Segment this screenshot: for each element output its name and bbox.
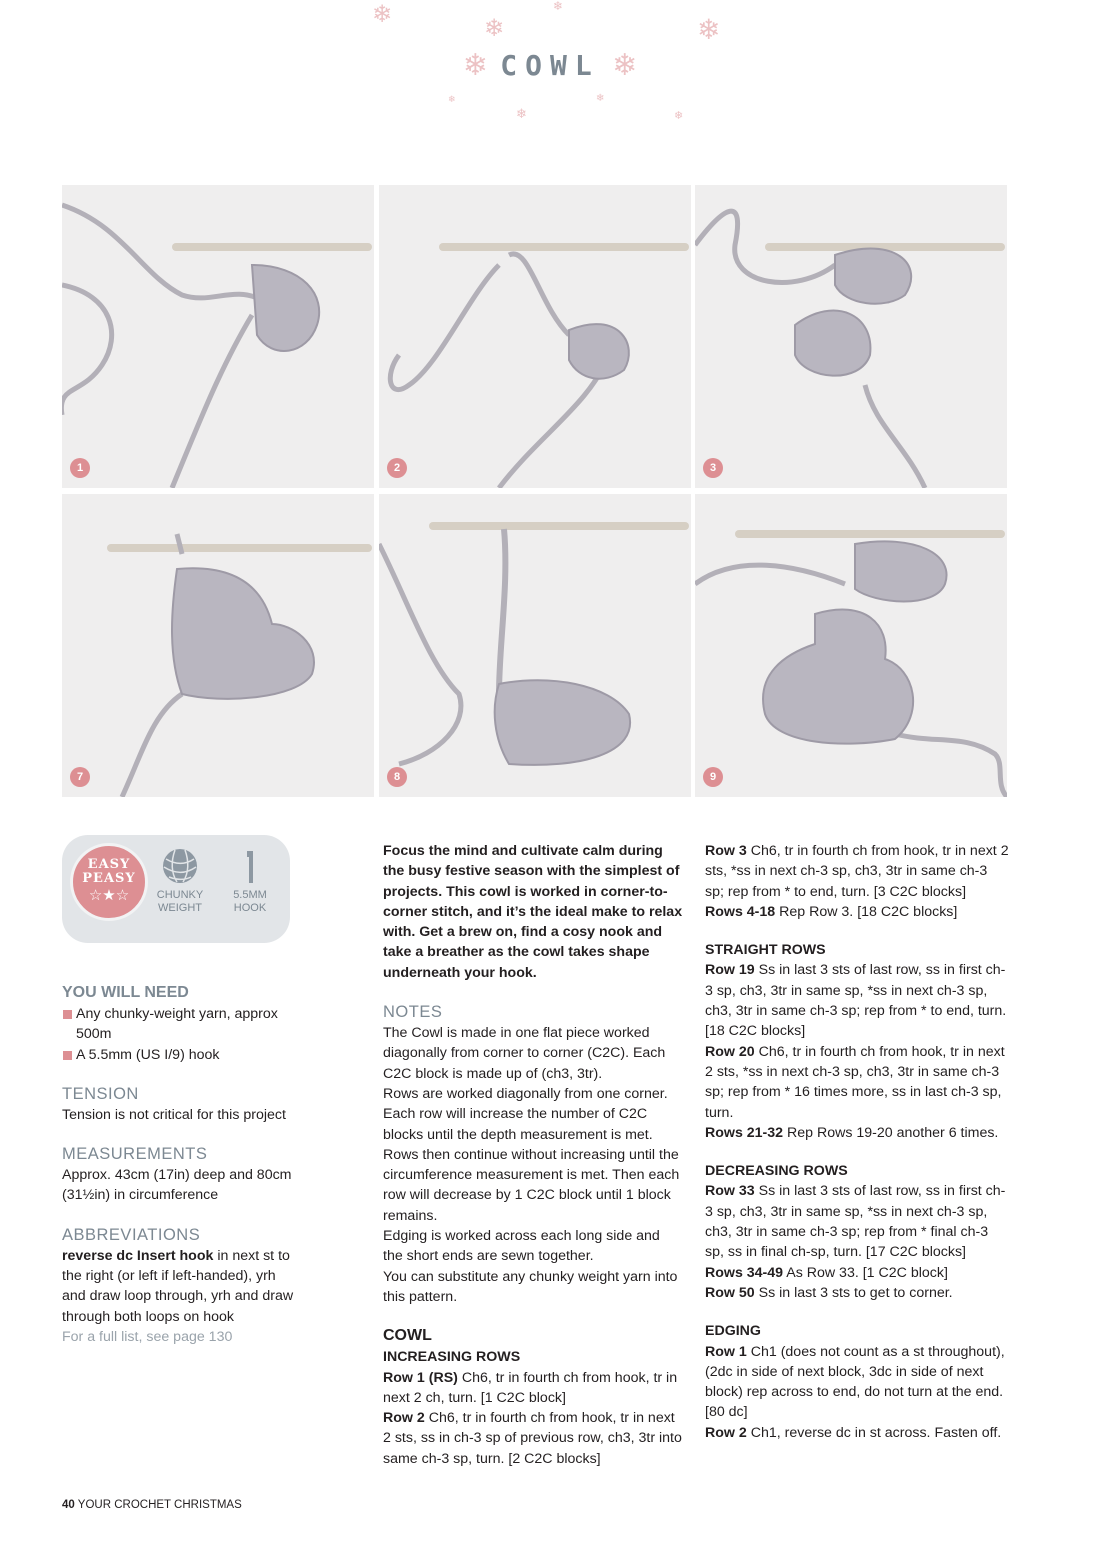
row-label: Rows 4-18: [705, 903, 776, 920]
intro-paragraph: Focus the mind and cultivate calm during the busy festive season with the simplest of projects. This cowl is worked in corner-to-corner stitch, and it’s the ideal make to relax with. Get a brew on, find a cosy nook and take a breather as the cowl takes shape underneath your hook.: [383, 843, 683, 981]
step-photo-8: [379, 494, 691, 797]
page-footer: [62, 1499, 242, 1511]
pattern-row: [705, 1042, 1010, 1123]
snowflake-icon: ❄: [697, 13, 721, 46]
row-label: Row 1: [705, 1343, 747, 1360]
row-instructions: Ch1 (does not count as a st throughout), (2dc in side of next block, 3dc in side of next block) rep across to end, do not turn at the end. [80 dc]: [705, 1343, 1005, 1421]
materials-column: [62, 982, 302, 1347]
materials-item: A 5.5mm (US I/9) hook: [62, 1045, 302, 1065]
snowflake-icon: ❄: [516, 107, 527, 122]
page-title: COWL: [500, 49, 600, 82]
step-number-badge: 9: [703, 767, 723, 787]
row-label: Rows 34-49: [705, 1264, 784, 1281]
hook-size-line2: HOOK: [233, 902, 267, 914]
pattern-column-3: [705, 841, 1010, 1443]
snowflake-icon: ❄: [596, 93, 605, 104]
pattern-row: [705, 1123, 1010, 1143]
crochet-illustration: [695, 494, 1007, 797]
difficulty-badge: [70, 843, 148, 921]
step-number-badge: 1: [70, 458, 90, 478]
row-label: Row 19: [705, 962, 755, 979]
row-instructions: Rep Row 3. [18 C2C blocks]: [775, 903, 958, 920]
step-photo-7: [62, 494, 374, 797]
note-text: The Cowl is made in one flat piece worked diagonally from corner to corner (C2C). Each C2C block is made up of (ch3, 3tr).: [383, 1025, 666, 1082]
materials-item: Any chunky-weight yarn, approx 500m: [62, 1004, 302, 1045]
pattern-row: [705, 902, 1010, 922]
note-text: You can substitute any chunky weight yarn into this pattern.: [383, 1268, 678, 1305]
abbreviations-heading: ABBREVIATIONS: [62, 1225, 201, 1244]
full-list-reference: For a full list, see page 130: [62, 1328, 233, 1345]
row-instructions: Rep Rows 19-20 another 6 times.: [783, 1124, 999, 1141]
measurements-heading: MEASUREMENTS: [62, 1145, 208, 1164]
row-label: Rows 21-32: [705, 1124, 784, 1141]
edging-heading: EDGING: [705, 1323, 761, 1340]
snowflake-icon: ❄: [372, 0, 393, 28]
row-instructions: Ch1, reverse dc in st across. Fasten off.: [746, 1424, 1002, 1441]
abbreviation-term: reverse dc Insert hook: [62, 1247, 214, 1264]
pattern-row: [383, 1408, 683, 1469]
yarn-weight-line2: WEIGHT: [158, 902, 202, 914]
step-number-badge: 2: [387, 458, 407, 478]
magazine-name: YOUR CROCHET CHRISTMAS: [74, 1499, 242, 1511]
snowflake-icon: ❄: [553, 0, 564, 13]
abbreviation-entry: [62, 1246, 302, 1327]
notes-heading: NOTES: [383, 1003, 443, 1022]
snowflake-icon: ❄: [674, 109, 684, 122]
pattern-row: [705, 1263, 1010, 1283]
difficulty-line2: PEASY: [82, 871, 136, 886]
hook-size-line1: 5.5MM: [233, 889, 267, 901]
increasing-rows-heading: INCREASING ROWS: [383, 1349, 521, 1366]
difficulty-stars: ☆★☆: [88, 887, 130, 904]
page-number: 40: [62, 1499, 75, 1511]
cowl-heading: COWL: [383, 1327, 432, 1345]
pattern-row: [705, 841, 1010, 902]
step-number-badge: 8: [387, 767, 407, 787]
crochet-illustration: [62, 185, 374, 488]
step-photo-2: [379, 185, 691, 488]
pattern-row: [705, 1283, 1010, 1303]
snowflake-icon: ❄: [448, 95, 456, 105]
row-instructions: Ch6, tr in fourth ch from hook, tr in next 2 sts, *ss in next ch-3 sp, ch3, 3tr in same ch-3 sp; rep from * 16 times more, ss in last ch-3 sp, turn.: [705, 1043, 1005, 1121]
pattern-row: [705, 1342, 1010, 1423]
yarn-ball-icon: [161, 847, 199, 885]
row-instructions: Ss in last 3 sts of last row, ss in first ch-3 sp, ch3, 3tr in same sp, *ss in next ch-3 sp, ch3, 3tr in same ch-3 sp; rep from * final ch-3 sp, ss in final ch-sp, turn. [17 C2C blocks]: [705, 1183, 1006, 1261]
row-instructions: Ch6, tr in fourth ch from hook, tr in next 2 sts, *ss in next ch-3 sp, ch3, 3tr in same ch-3 sp; rep from * to end, turn. [3 C2C blocks]: [705, 843, 1009, 900]
crochet-illustration: [695, 185, 1007, 488]
row-label: Row 1 (RS): [383, 1369, 458, 1386]
step-photo-3: [695, 185, 1007, 488]
you-will-need-heading: YOU WILL NEED: [62, 984, 189, 1001]
snowflake-icon: ❄: [484, 14, 505, 42]
step-number-badge: 3: [703, 458, 723, 478]
measurements-text: Approx. 43cm (17in) deep and 80cm (31½in) in circumference: [62, 1167, 292, 1204]
straight-rows-heading: STRAIGHT ROWS: [705, 942, 826, 959]
row-instructions: Ss in last 3 sts of last row, ss in first ch-3 sp, ch3, 3tr in same sp, *ss in next ch-3 sp, ch3, 3tr in same ch-3 sp; rep from * to end, turn.[18 C2C blocks]: [705, 962, 1007, 1040]
yarn-weight-line1: CHUNKY: [156, 889, 204, 901]
row-instructions: Ch6, tr in fourth ch from hook, tr in next 2 ch, turn. [1 C2C block]: [383, 1369, 678, 1406]
row-instructions: As Row 33. [1 C2C block]: [783, 1264, 948, 1281]
note-text: Rows are worked diagonally from one corner. Each row will increase the number of C2C blocks until the depth measurement is met. Rows then continue without increasing until the circumference measurement is met. Then each row will decrease by 1 C2C block until 1 block remains.: [383, 1085, 680, 1224]
decreasing-rows-heading: DECREASING ROWS: [705, 1163, 848, 1180]
row-instructions: Ss in last 3 sts to get to corner.: [754, 1284, 953, 1301]
pattern-row: [705, 960, 1010, 1041]
step-photo-1: [62, 185, 374, 488]
project-info-panel: [62, 835, 290, 943]
row-label: Row 33: [705, 1183, 755, 1200]
title-row: [0, 48, 1100, 83]
step-number-badge: 7: [70, 767, 90, 787]
note-text: Edging is worked across each long side and the short ends are sewn together.: [383, 1228, 660, 1265]
tension-text: Tension is not critical for this project: [62, 1106, 286, 1123]
crochet-illustration: [379, 185, 691, 488]
row-label: Row 50: [705, 1284, 755, 1301]
yarn-weight-spec: [152, 847, 208, 915]
row-label: Row 3: [705, 843, 747, 859]
difficulty-line1: EASY: [87, 857, 131, 872]
tension-heading: TENSION: [62, 1084, 139, 1103]
crochet-hook-icon: [231, 847, 269, 885]
row-label: Row 20: [705, 1043, 755, 1060]
row-instructions: Ch6, tr in fourth ch from hook, tr in next 2 sts, ss in ch-3 sp of previous row, ch3, 3tr into same ch-3 sp, turn. [2 C2C blocks]: [383, 1410, 682, 1467]
hook-size-spec: [222, 847, 278, 915]
row-label: Row 2: [705, 1424, 747, 1441]
snowflake-icon: ❄: [462, 49, 488, 82]
pattern-column-2: [383, 841, 683, 1469]
snowflake-icon: ❄: [612, 49, 638, 82]
abbreviation-definition: in next st to the right (or left if left-handed), yrh and draw loop through, yrh and draw through both loops on hook: [62, 1247, 294, 1325]
pattern-row: [383, 1368, 683, 1409]
step-photo-9: [695, 494, 1007, 797]
pattern-row: [705, 1181, 1010, 1262]
crochet-illustration: [62, 494, 374, 797]
crochet-illustration: [379, 494, 691, 797]
row-label: Row 2: [383, 1410, 425, 1427]
pattern-row: [705, 1423, 1010, 1443]
